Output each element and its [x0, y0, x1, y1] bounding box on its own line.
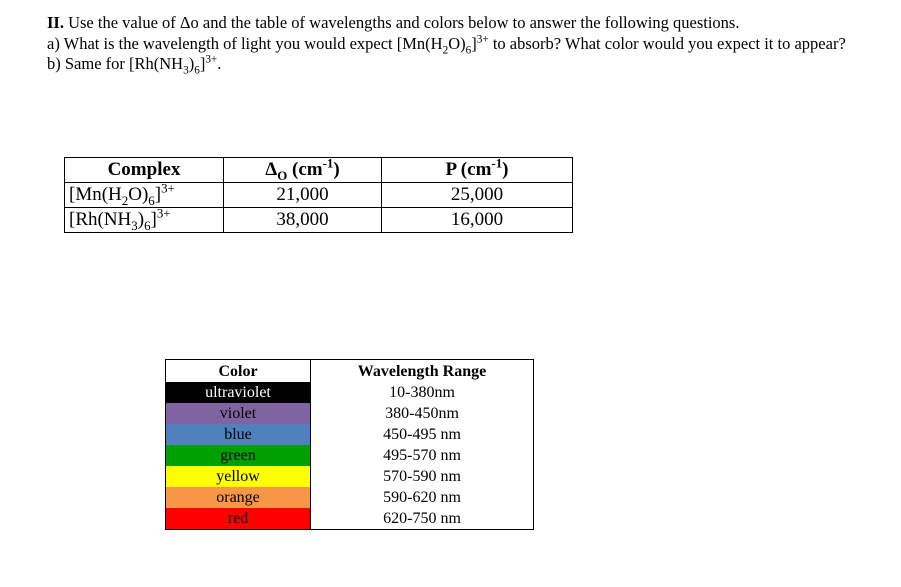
- range-cell: 495-570 nm: [311, 445, 534, 466]
- complex-table: [64, 157, 573, 233]
- intro-text: Use the value of Δo and the table of wavelengths and colors below to answer the following questions.: [68, 13, 740, 32]
- color-cell: green: [166, 445, 311, 466]
- question-intro: [47, 13, 887, 34]
- range-cell: 380-450nm: [311, 403, 534, 424]
- complex-cell: $[Mn(H_2O)_6]^{3+}$: [65, 183, 224, 208]
- table-row: [166, 508, 534, 530]
- header-p: P $(cm^{-1})$: [382, 158, 573, 183]
- table-row: [65, 183, 573, 208]
- header-wavelength-range: Wavelength Range: [311, 360, 534, 383]
- color-cell: ultraviolet: [166, 382, 311, 403]
- header-delta: $\Delta_O$ $(cm^{-1})$: [224, 158, 382, 183]
- range-cell: 570-590 nm: [311, 466, 534, 487]
- table-row: [65, 208, 573, 233]
- color-cell: red: [166, 508, 311, 530]
- color-cell: orange: [166, 487, 311, 508]
- color-table-header: [166, 360, 534, 383]
- question-part-a: a) What is the wavelength of light you would expect $[Mn(H_2O)_6]^{3+}$ to absorb? What color would you expect it to appear?: [47, 33, 846, 56]
- question-number: II.: [47, 13, 64, 32]
- range-cell: 620-750 nm: [311, 508, 534, 530]
- table-row: [166, 487, 534, 508]
- delta-cell: 21,000: [224, 183, 382, 208]
- p-cell: 16,000: [382, 208, 573, 233]
- table-row: [166, 382, 534, 403]
- question-part-b: b) Same for $[Rh(NH_3)_6]^{3+}$.: [47, 53, 222, 77]
- range-cell: 450-495 nm: [311, 424, 534, 445]
- table-row: [166, 403, 534, 424]
- color-cell: violet: [166, 403, 311, 424]
- table-row: [166, 466, 534, 487]
- color-wavelength-table: [165, 359, 534, 530]
- complex-cell: $[Rh(NH_3)_6]^{3+}$: [65, 208, 224, 233]
- table-row: [166, 445, 534, 466]
- color-cell: yellow: [166, 466, 311, 487]
- range-cell: 590-620 nm: [311, 487, 534, 508]
- range-cell: 10-380nm: [311, 382, 534, 403]
- color-cell: blue: [166, 424, 311, 445]
- complex-table-header: [65, 158, 573, 183]
- header-complex: Complex: [65, 158, 224, 183]
- question-text: [47, 13, 887, 75]
- p-cell: 25,000: [382, 183, 573, 208]
- delta-cell: 38,000: [224, 208, 382, 233]
- header-color: Color: [166, 360, 311, 383]
- table-row: [166, 424, 534, 445]
